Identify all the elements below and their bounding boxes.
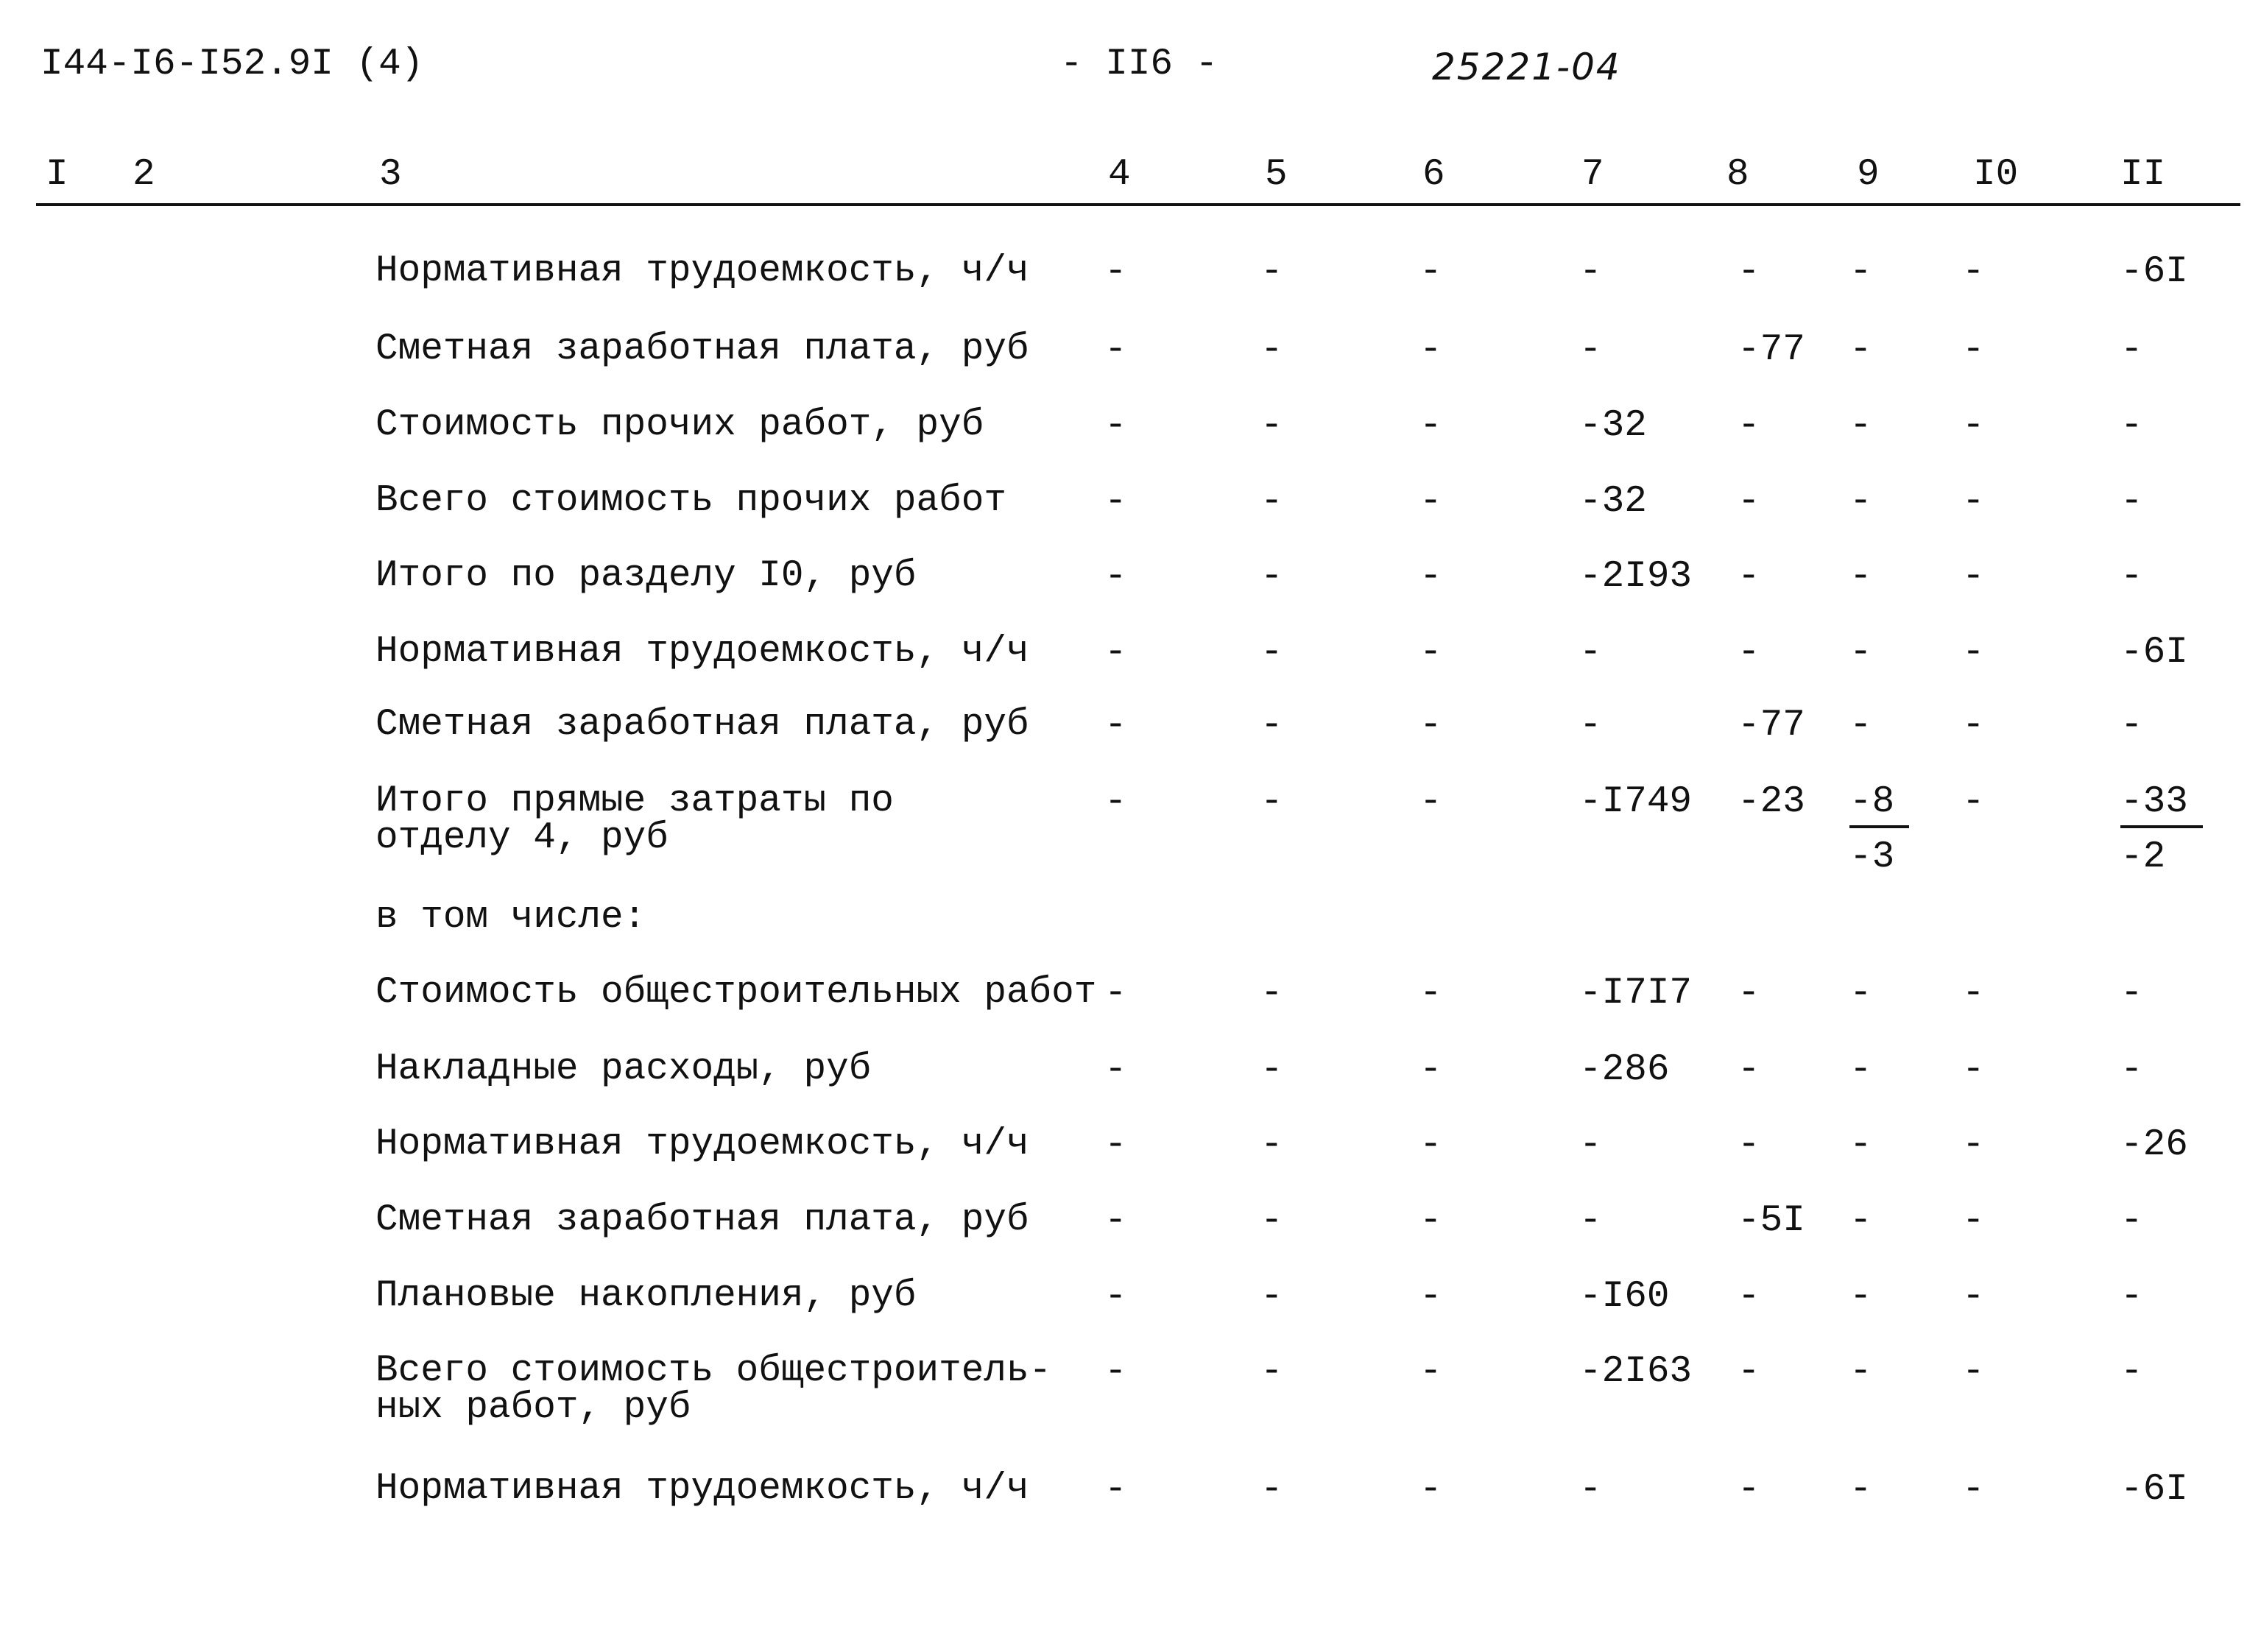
table-cell: - [1419,481,1442,523]
row-label: в том числе: [375,897,646,939]
table-cell: - [1419,329,1442,371]
table-cell: - [1738,556,1760,598]
row-label: Всего стоимость общестроитель- ных работ, руб [375,1350,1052,1429]
table-cell: - [1962,1049,1985,1091]
table-cell: - [1104,1124,1127,1166]
table-cell: - [1962,405,1985,447]
table-cell: - [2120,1049,2143,1091]
table-cell-fraction [2120,783,2203,876]
table-cell: - [1738,973,1760,1014]
column-header-9: 9 [1857,154,1880,196]
table-cell: - [1260,973,1283,1014]
table-cell: - [1849,1124,1872,1166]
table-cell: - [1579,251,1602,293]
table-cell: - [1849,251,1872,293]
table-cell: - [1849,1469,1872,1511]
table-cell: - [1738,632,1760,674]
table-cell: - [1260,481,1283,523]
table-cell: - [1419,705,1442,746]
table-cell: -6I [2120,632,2188,674]
table-cell: - [1849,632,1872,674]
table-cell: -77 [1738,705,1805,746]
table-cell: - [1419,1351,1442,1393]
table-cell: - [1104,705,1127,746]
table-cell: - [1419,781,1442,823]
table-cell: - [2120,705,2143,746]
table-cell: - [1962,973,1985,1014]
table-cell: - [1419,405,1442,447]
table-cell: - [1260,1276,1283,1318]
table-cell: - [1104,556,1127,598]
table-cell: - [1579,329,1602,371]
row-label: Плановые накопления, руб [375,1275,917,1317]
table-cell: - [1419,1124,1442,1166]
table-cell: - [1738,1351,1760,1393]
table-cell: - [1419,251,1442,293]
table-cell: - [1419,632,1442,674]
fraction-denominator: -2 [2120,836,2166,878]
table-cell: - [1849,556,1872,598]
table-cell: - [1849,705,1872,746]
table-cell: - [1104,1351,1127,1393]
table-cell: - [1104,632,1127,674]
table-cell: - [1738,251,1760,293]
table-cell: - [1579,1200,1602,1242]
table-cell: - [1849,973,1872,1014]
table-cell: - [1419,556,1442,598]
table-cell: - [1738,405,1760,447]
table-cell: -I749 [1579,781,1693,823]
table-cell: - [1579,1124,1602,1166]
column-header-1: I [46,154,68,196]
row-label: Итого по разделу I0, руб [375,555,917,597]
page-number: - II6 - [1060,43,1218,85]
table-cell: - [1260,251,1283,293]
column-header-3: 3 [379,154,402,196]
column-header-11: II [2120,154,2166,196]
header-rule [36,203,2240,206]
table-cell: - [1260,1469,1283,1511]
table-cell: - [1849,1049,1872,1091]
row-label: Сметная заработная плата, руб [375,1199,1029,1241]
table-cell: - [2120,481,2143,523]
column-header-8: 8 [1726,154,1749,196]
table-cell: - [1104,781,1127,823]
column-header-4: 4 [1108,154,1131,196]
table-cell: - [1419,1276,1442,1318]
table-cell: -32 [1579,481,1647,523]
table-cell: - [2120,1200,2143,1242]
table-cell: - [1579,1469,1602,1511]
fraction-numerator: -33 [2120,783,2203,828]
table-cell: - [1419,1049,1442,1091]
row-label: Итого прямые затраты по отделу 4, руб [375,780,894,859]
column-header-7: 7 [1581,154,1604,196]
document-code: I44-I6-I52.9I (4) [40,43,424,85]
row-label: Нормативная трудоемкость, ч/ч [375,1468,1029,1510]
table-cell: - [1260,556,1283,598]
table-cell: - [1849,1351,1872,1393]
table-cell: - [2120,405,2143,447]
table-cell: - [1962,329,1985,371]
row-label: Сметная заработная плата, руб [375,328,1029,370]
column-header-5: 5 [1265,154,1288,196]
table-cell: - [1849,1200,1872,1242]
table-cell: - [1260,405,1283,447]
row-label: Всего стоимость прочих работ [375,480,1006,522]
table-cell: - [1962,632,1985,674]
table-cell: - [1579,632,1602,674]
row-label: Стоимость прочих работ, руб [375,404,984,446]
table-cell: - [1260,1049,1283,1091]
fraction-denominator: -3 [1849,836,1895,878]
handwritten-number: 25221-04 [1432,46,1621,88]
table-cell: -6I [2120,251,2188,293]
table-cell: - [2120,973,2143,1014]
table-cell: - [1962,705,1985,746]
column-header-2: 2 [133,154,155,196]
column-header-6: 6 [1422,154,1445,196]
table-cell: - [1260,329,1283,371]
table-cell: - [1962,781,1985,823]
table-cell: -2I93 [1579,556,1693,598]
table-cell: - [2120,556,2143,598]
table-cell: - [1104,1276,1127,1318]
table-cell: - [1738,481,1760,523]
table-cell: - [1104,329,1127,371]
table-cell: - [1738,1276,1760,1318]
fraction-numerator: -8 [1849,783,1909,828]
table-cell: -I7I7 [1579,973,1693,1014]
table-cell: - [1849,329,1872,371]
table-cell: - [1104,251,1127,293]
table-cell: - [1104,1469,1127,1511]
table-cell: - [1962,1469,1985,1511]
table-cell: - [1962,1124,1985,1166]
row-label: Накладные расходы, руб [375,1048,872,1090]
table-cell: -32 [1579,405,1647,447]
table-cell-fraction [1849,783,1909,876]
table-cell: - [1104,1200,1127,1242]
table-cell: - [1260,632,1283,674]
column-header-10: I0 [1973,154,2019,196]
table-cell: -I60 [1579,1276,1670,1318]
table-cell: - [1962,251,1985,293]
row-label: Стоимость общестроительных работ [375,972,1097,1014]
table-cell: - [1962,556,1985,598]
table-cell: - [1260,1200,1283,1242]
table-cell: - [1104,1049,1127,1091]
table-cell: - [1962,1200,1985,1242]
row-label: Нормативная трудоемкость, ч/ч [375,250,1029,292]
table-cell: -23 [1738,781,1805,823]
row-label: Нормативная трудоемкость, ч/ч [375,1123,1029,1165]
table-cell: - [2120,1276,2143,1318]
table-cell: - [1419,973,1442,1014]
table-cell: - [1849,405,1872,447]
table-cell: - [1738,1049,1760,1091]
table-cell: -6I [2120,1469,2188,1511]
table-cell: - [1579,705,1602,746]
table-cell: - [1849,1276,1872,1318]
table-cell: - [1419,1469,1442,1511]
table-cell: - [1738,1124,1760,1166]
table-cell: - [1104,973,1127,1014]
table-cell: -2I63 [1579,1351,1693,1393]
table-cell: - [1260,705,1283,746]
table-cell: - [1738,1469,1760,1511]
table-cell: -286 [1579,1049,1670,1091]
table-cell: -77 [1738,329,1805,371]
table-cell: - [2120,329,2143,371]
table-cell: - [1849,481,1872,523]
table-cell: -5I [1738,1200,1805,1242]
table-cell: -26 [2120,1124,2188,1166]
table-cell: - [1260,781,1283,823]
table-cell: - [1104,405,1127,447]
table-cell: - [1962,1351,1985,1393]
table-cell: - [1104,481,1127,523]
table-cell: - [1419,1200,1442,1242]
table-cell: - [1962,481,1985,523]
row-label: Нормативная трудоемкость, ч/ч [375,631,1029,673]
table-cell: - [2120,1351,2143,1393]
row-label: Сметная заработная плата, руб [375,704,1029,746]
table-cell: - [1962,1276,1985,1318]
table-cell: - [1260,1124,1283,1166]
table-cell: - [1260,1351,1283,1393]
